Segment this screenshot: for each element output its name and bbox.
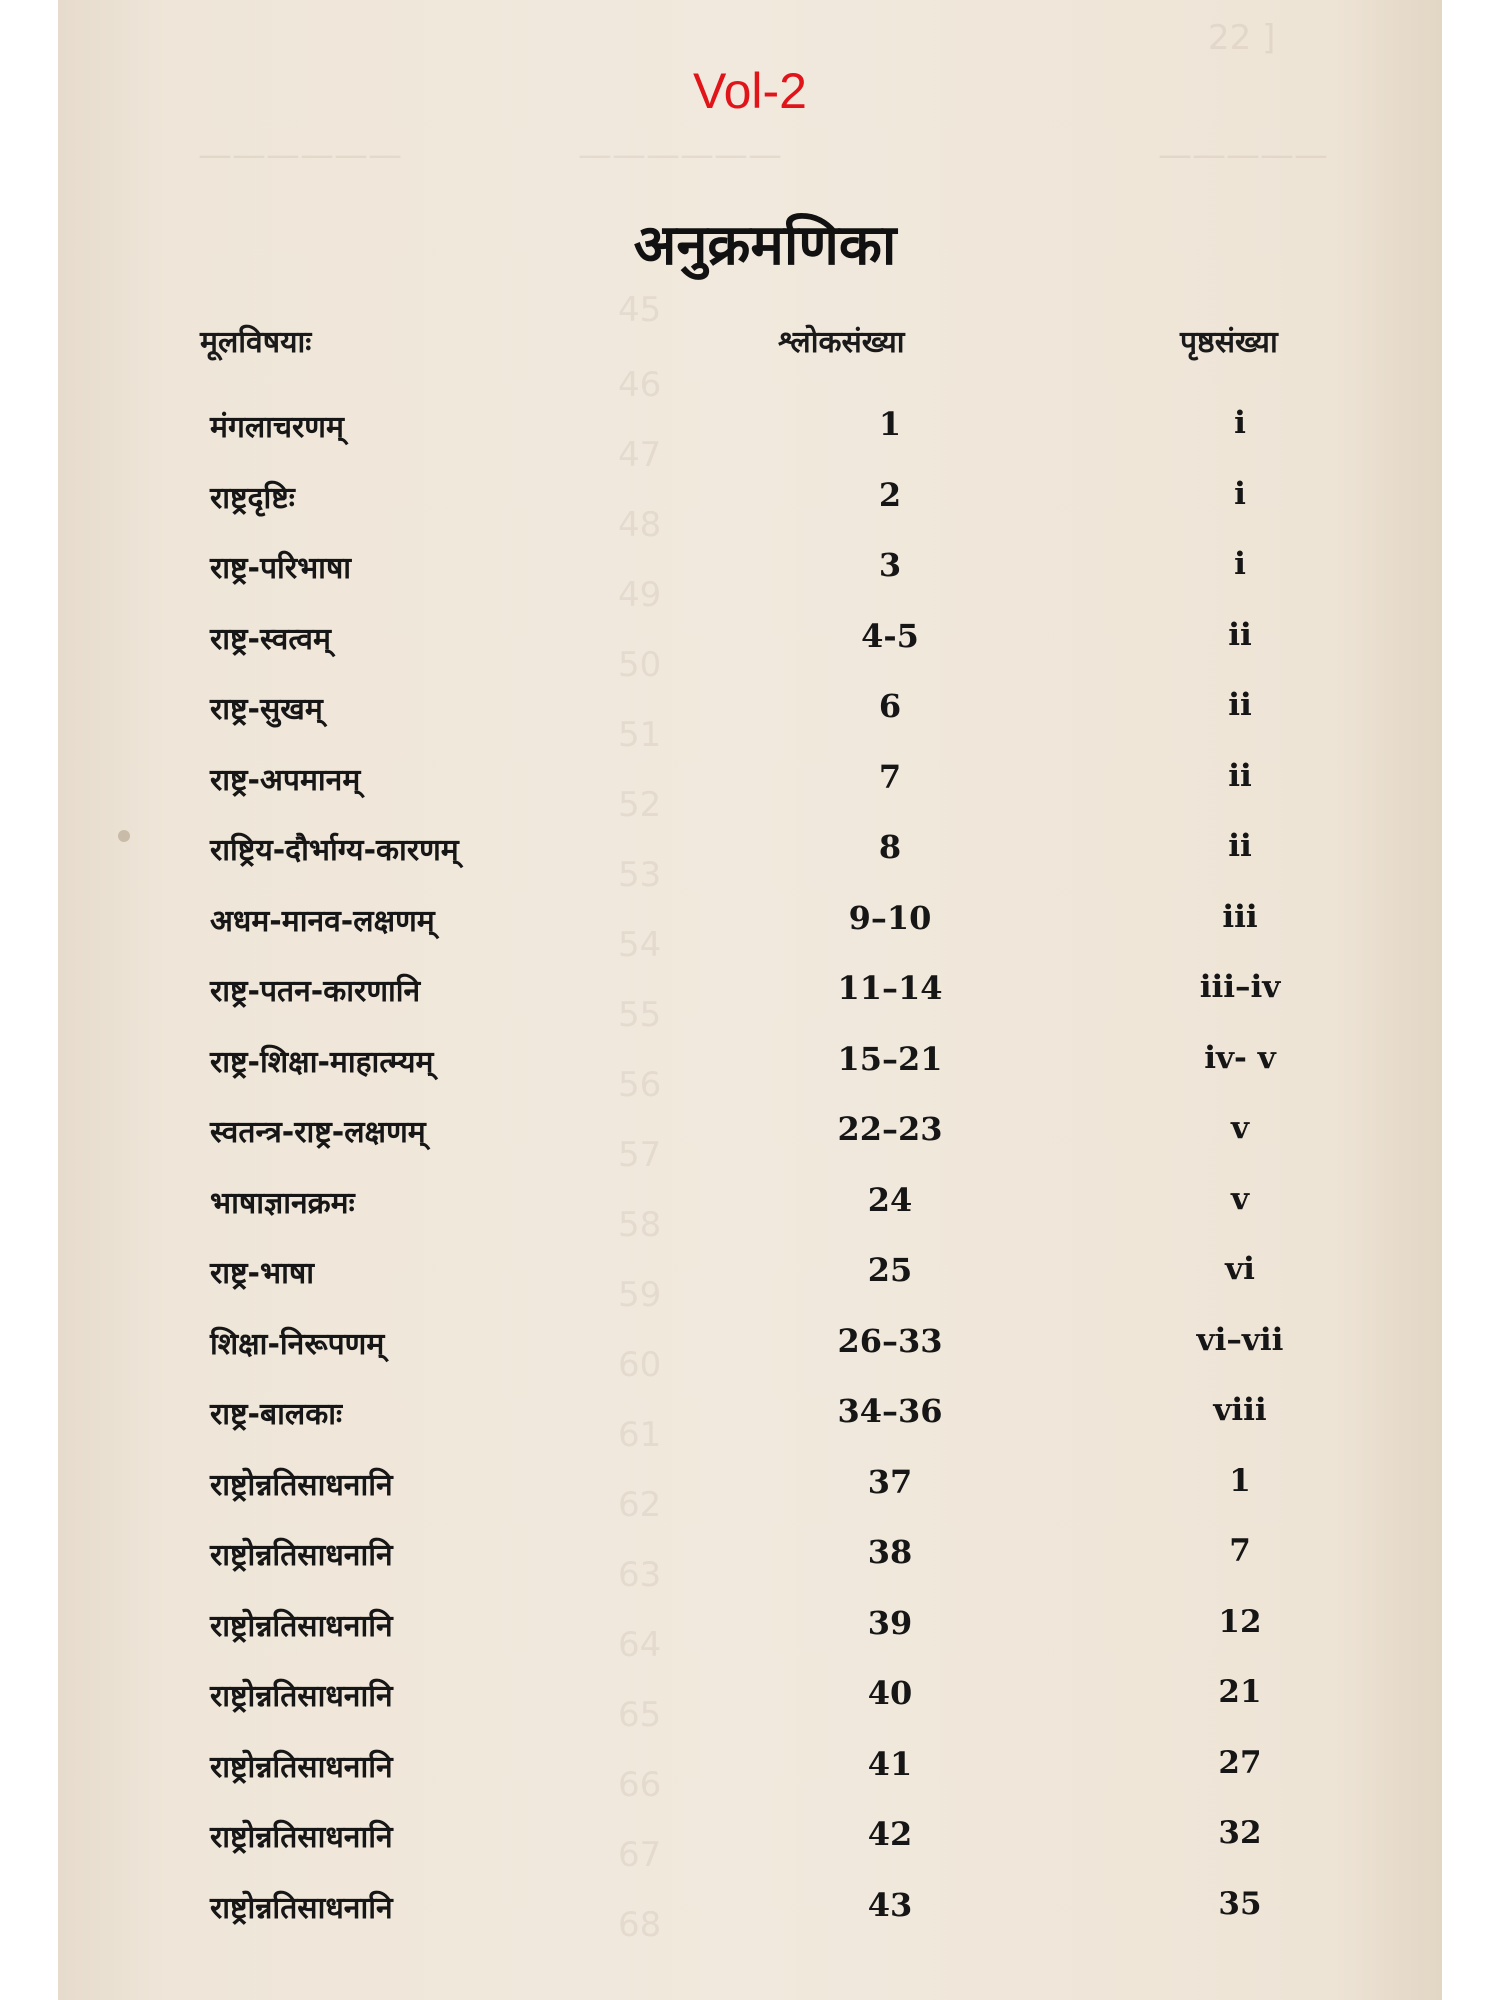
bleed-through-text: —————— bbox=[578, 135, 782, 175]
row-topic: राष्ट्रोन्नतिसाधनानि bbox=[210, 1820, 393, 1855]
row-page-number: 27 bbox=[1218, 1744, 1262, 1781]
table-row bbox=[0, 1745, 1500, 1816]
row-page-number: 35 bbox=[1218, 1885, 1262, 1922]
table-row bbox=[0, 1181, 1500, 1252]
row-verse-number: 43 bbox=[867, 1885, 913, 1924]
row-topic: राष्ट्रदृष्टिः bbox=[210, 480, 295, 516]
bleed-through-text: 48 bbox=[618, 505, 662, 545]
table-row bbox=[0, 1674, 1500, 1745]
row-topic: राष्ट्रोन्नतिसाधनानि bbox=[210, 1467, 393, 1503]
table-row bbox=[0, 1392, 1500, 1463]
row-topic: स्वतन्त्र-राष्ट्र-लक्षणम् bbox=[210, 1115, 426, 1150]
bleed-through-text: 64 bbox=[618, 1625, 662, 1665]
bleed-through-text: 66 bbox=[618, 1765, 662, 1805]
bleed-through-text: 68 bbox=[618, 1905, 662, 1945]
table-row bbox=[0, 1815, 1500, 1886]
row-verse-number: 22–23 bbox=[837, 1110, 943, 1148]
table-row bbox=[0, 1110, 1500, 1181]
bleed-through-text: 60 bbox=[618, 1345, 662, 1385]
bleed-through-text: 61 bbox=[618, 1415, 662, 1455]
row-page-number: iii–iv bbox=[1199, 969, 1281, 1005]
table-row bbox=[0, 476, 1500, 547]
row-topic: राष्ट्रोन्नतिसाधनानि bbox=[210, 1890, 393, 1926]
table-row bbox=[0, 1463, 1500, 1534]
table-row bbox=[0, 687, 1500, 758]
row-verse-number: 34–36 bbox=[837, 1392, 943, 1430]
row-verse-number: 41 bbox=[867, 1744, 913, 1783]
bleed-through-text: 46 bbox=[618, 365, 662, 405]
table-row bbox=[0, 617, 1500, 688]
bleed-through-text: 62 bbox=[618, 1485, 662, 1525]
row-verse-number: 11–14 bbox=[837, 969, 943, 1007]
bleed-through-text: 49 bbox=[618, 575, 662, 615]
row-page-number: i bbox=[1234, 546, 1246, 582]
bleed-through-text: 52 bbox=[618, 785, 662, 825]
row-verse-number: 4-5 bbox=[861, 616, 919, 655]
row-verse-number: 15–21 bbox=[837, 1039, 943, 1078]
table-row bbox=[0, 1533, 1500, 1604]
bleed-through-text: 47 bbox=[618, 435, 662, 475]
row-topic: राष्ट्रिय-दौर्भाग्य-कारणम् bbox=[210, 833, 459, 868]
row-verse-number: 42 bbox=[867, 1815, 913, 1853]
bleed-through-text: 55 bbox=[618, 995, 662, 1035]
row-page-number: 32 bbox=[1218, 1815, 1262, 1851]
bleed-through-text: 65 bbox=[618, 1695, 662, 1735]
row-topic: राष्ट्र-शिक्षा-माहात्म्यम् bbox=[210, 1044, 434, 1080]
row-page-number: vi–vii bbox=[1196, 1321, 1284, 1358]
row-verse-number: 8 bbox=[878, 828, 902, 866]
bleed-through-text: 67 bbox=[618, 1835, 662, 1875]
table-row bbox=[0, 969, 1500, 1040]
table-row bbox=[0, 1040, 1500, 1111]
bleed-through-text: 63 bbox=[618, 1555, 662, 1595]
row-page-number: iv- v bbox=[1204, 1039, 1276, 1076]
bleed-through-text: —————— bbox=[198, 135, 402, 175]
row-page-number: 7 bbox=[1229, 1533, 1251, 1569]
row-page-number: ii bbox=[1228, 828, 1252, 864]
row-topic: राष्ट्र-सुखम् bbox=[210, 692, 323, 727]
bleed-through-text: 54 bbox=[618, 925, 662, 965]
row-page-number: 21 bbox=[1218, 1674, 1262, 1710]
row-page-number: 1 bbox=[1229, 1462, 1251, 1499]
row-verse-number: 25 bbox=[867, 1251, 913, 1289]
bleed-through-text: 22 ] bbox=[1208, 18, 1276, 58]
row-verse-number: 40 bbox=[867, 1674, 913, 1712]
row-page-number: v bbox=[1230, 1110, 1249, 1146]
row-verse-number: 39 bbox=[867, 1603, 913, 1642]
column-header-verse: श्लोकसंख्या bbox=[778, 325, 905, 360]
volume-annotation: Vol-2 bbox=[693, 63, 807, 119]
row-topic: राष्ट्रोन्नतिसाधनानि bbox=[210, 1679, 393, 1714]
row-page-number: viii bbox=[1213, 1392, 1267, 1428]
row-verse-number: 3 bbox=[878, 546, 902, 584]
bleed-through-text: ————— bbox=[1158, 135, 1328, 175]
bleed-through-text: 57 bbox=[618, 1135, 662, 1175]
row-topic: राष्ट्रोन्नतिसाधनानि bbox=[210, 1538, 393, 1573]
row-page-number: i bbox=[1234, 475, 1246, 512]
row-topic: भाषाज्ञानक्रमः bbox=[210, 1185, 355, 1221]
row-topic: अधम-मानव-लक्षणम् bbox=[210, 903, 435, 939]
table-row bbox=[0, 1251, 1500, 1322]
table-row bbox=[0, 1322, 1500, 1393]
row-topic: राष्ट्र-अपमानम् bbox=[210, 762, 361, 798]
page-title: अनुक्रमणिका bbox=[633, 213, 897, 278]
row-verse-number: 38 bbox=[867, 1533, 913, 1571]
row-verse-number: 26–33 bbox=[837, 1321, 943, 1360]
row-verse-number: 37 bbox=[867, 1462, 913, 1501]
row-page-number: 12 bbox=[1218, 1603, 1262, 1640]
column-header-page: पृष्ठसंख्या bbox=[1180, 325, 1278, 360]
table-row bbox=[0, 828, 1500, 899]
row-topic: राष्ट्र-पतन-कारणानि bbox=[210, 974, 421, 1009]
row-topic: राष्ट्र-परिभाषा bbox=[210, 551, 352, 586]
table-row bbox=[0, 546, 1500, 617]
table-row bbox=[0, 758, 1500, 829]
table-row bbox=[0, 1886, 1500, 1957]
row-page-number: vi bbox=[1225, 1251, 1255, 1287]
row-page-number: iii bbox=[1222, 898, 1258, 935]
row-page-number: i bbox=[1234, 405, 1246, 441]
table-row bbox=[0, 899, 1500, 970]
row-topic: राष्ट्रोन्नतिसाधनानि bbox=[210, 1749, 393, 1785]
row-page-number: v bbox=[1230, 1180, 1249, 1217]
row-verse-number: 1 bbox=[878, 405, 902, 443]
row-page-number: ii bbox=[1228, 687, 1252, 723]
row-topic: राष्ट्र-भाषा bbox=[210, 1256, 314, 1291]
bleed-through-text: 50 bbox=[618, 645, 662, 685]
bleed-through-text: 45 bbox=[618, 290, 662, 330]
row-topic: राष्ट्र-स्वत्वम् bbox=[210, 621, 331, 657]
contents-table bbox=[0, 405, 1500, 1965]
row-verse-number: 24 bbox=[867, 1180, 913, 1219]
row-page-number: ii bbox=[1228, 616, 1252, 653]
bleed-through-text: 58 bbox=[618, 1205, 662, 1245]
row-topic: मंगलाचरणम् bbox=[210, 410, 344, 445]
row-verse-number: 2 bbox=[878, 475, 902, 514]
row-verse-number: 6 bbox=[878, 687, 902, 725]
bleed-through-text: 53 bbox=[618, 855, 662, 895]
table-row bbox=[0, 405, 1500, 476]
table-row bbox=[0, 1604, 1500, 1675]
row-verse-number: 7 bbox=[878, 757, 902, 796]
row-topic: राष्ट्रोन्नतिसाधनानि bbox=[210, 1608, 393, 1644]
row-page-number: ii bbox=[1228, 757, 1252, 794]
bleed-through-text: 59 bbox=[618, 1275, 662, 1315]
row-verse-number: 9–10 bbox=[848, 898, 932, 937]
column-header-topic: मूलविषयाः bbox=[200, 325, 312, 360]
row-topic: राष्ट्र-बालकाः bbox=[210, 1397, 343, 1432]
bleed-through-text: 51 bbox=[618, 715, 662, 755]
row-topic: शिक्षा-निरूपणम् bbox=[210, 1326, 385, 1362]
bleed-through-text: 56 bbox=[618, 1065, 662, 1105]
